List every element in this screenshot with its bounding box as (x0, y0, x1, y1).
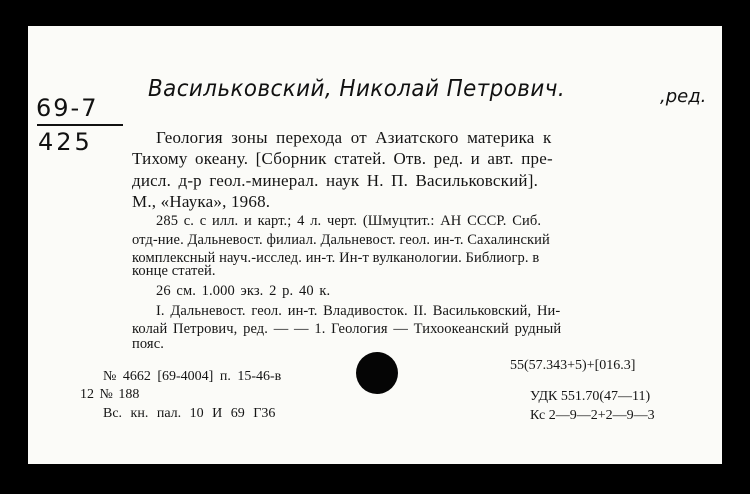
description-line-4: конце статей. (132, 263, 216, 279)
title-line-3: дисл. д-р геол.-минерал. наук Н. П. Васильковский]. (132, 171, 539, 190)
handwritten-code-bottom: 425 (38, 128, 93, 156)
title-line-2: Тихому океану. [Сборник статей. Отв. ред. и авт. пре- (132, 149, 553, 168)
registry-sub-number: 12 № 188 (80, 387, 140, 402)
chamber-registration: Вс. кн. пал. 10 И 69 Г36 (103, 406, 276, 421)
handwritten-editor-name: Васильковский, Николай Петрович. (148, 76, 566, 102)
title-line-4: М., «Наука», 1968. (132, 192, 271, 211)
card-punch-hole (356, 352, 398, 394)
registry-number-line: № 4662 [69-4004] п. 15-46-в (103, 369, 282, 384)
title-line-1: Геология зоны перехода от Азиатского материка к (156, 128, 552, 147)
classification-index: 55(57.343+5)+[016.3] (510, 358, 636, 373)
handwritten-code-top: 69-7 (36, 94, 99, 122)
imprint-line: 26 см. 1.000 экз. 2 р. 40 к. (156, 283, 331, 299)
subjects-line-2: колай Петрович, ред. — — 1. Геология — Тихоокеанский рудный (132, 321, 562, 337)
handwritten-editor-role: ,ред. (660, 86, 707, 107)
subjects-line-1: I. Дальневост. геол. ин-т. Владивосток. II. Васильковский, Ни- (156, 303, 561, 319)
subjects-line-3: пояс. (132, 336, 164, 352)
udc-code: УДК 551.70(47—11) (530, 389, 651, 404)
description-line-1: 285 с. с илл. и карт.; 4 л. черт. (Шмуцтит.: АН СССР. Сиб. (156, 213, 542, 229)
description-line-2: отд-ние. Дальневост. филиал. Дальневост. геол. ин-т. Сахалинский (132, 232, 550, 248)
description-line-3: комплексный науч.-исслед. ин-т. Ин-т вулканологии. Библиогр. в (132, 250, 540, 266)
handwritten-divider (37, 124, 123, 126)
card-set-code: Кс 2—9—2+2—9—3 (530, 408, 655, 423)
